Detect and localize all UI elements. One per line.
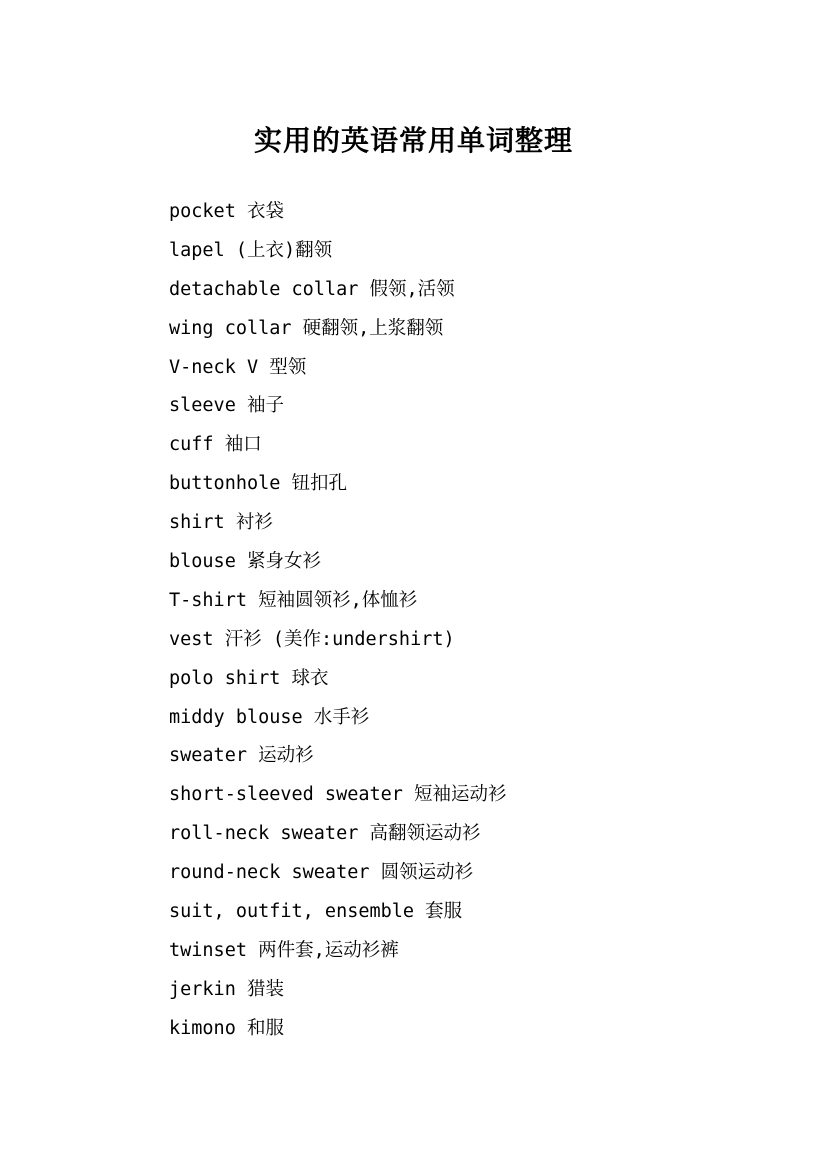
list-item: sweater 运动衫 bbox=[169, 745, 314, 767]
list-item: short-sleeved sweater 短袖运动衫 bbox=[169, 784, 507, 806]
list-item: buttonhole 钮扣孔 bbox=[169, 473, 348, 495]
list-item: V-neck V 型领 bbox=[169, 356, 307, 378]
list-item: T-shirt 短袖圆领衫,体恤衫 bbox=[169, 589, 418, 611]
list-item: cuff 袖口 bbox=[169, 434, 262, 456]
vocabulary-list bbox=[169, 193, 507, 1049]
list-item: sleeve 袖子 bbox=[169, 395, 284, 417]
list-item: twinset 两件套,运动衫裤 bbox=[169, 939, 399, 961]
list-item: polo shirt 球衣 bbox=[169, 667, 329, 689]
list-item: round-neck sweater 圆领运动衫 bbox=[169, 862, 474, 884]
list-item: detachable collar 假领,活领 bbox=[169, 278, 455, 300]
page-title: 实用的英语常用单词整理 bbox=[253, 123, 573, 157]
list-item: lapel (上衣)翻领 bbox=[169, 239, 333, 261]
list-item: jerkin 猎装 bbox=[169, 978, 284, 1000]
list-item: suit, outfit, ensemble 套服 bbox=[169, 901, 463, 923]
list-item: blouse 紧身女衫 bbox=[169, 551, 321, 573]
list-item: middy blouse 水手衫 bbox=[169, 706, 370, 728]
list-item: vest 汗衫 (美作:undershirt) bbox=[169, 628, 455, 650]
list-item: pocket 衣袋 bbox=[169, 201, 284, 222]
list-item: roll-neck sweater 高翻领运动衫 bbox=[169, 823, 481, 845]
list-item: kimono 和服 bbox=[169, 1017, 284, 1039]
list-item: shirt 衬衫 bbox=[169, 512, 273, 534]
list-item: wing collar 硬翻领,上浆翻领 bbox=[169, 317, 444, 339]
